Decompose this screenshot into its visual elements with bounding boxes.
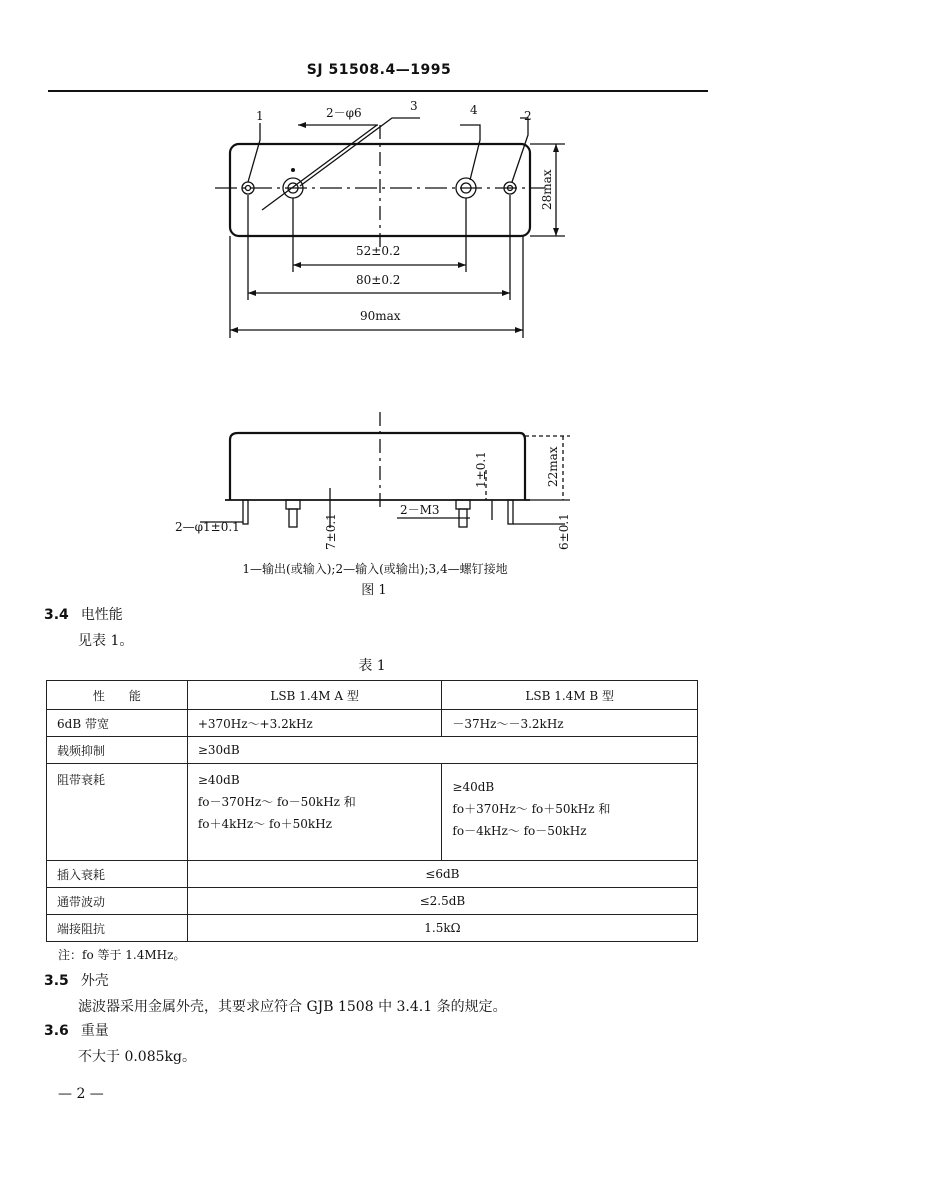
section-number: 3.4 xyxy=(44,607,69,623)
section-3-5-heading xyxy=(44,970,109,990)
callout-4: 4 xyxy=(470,103,478,117)
th-type-a: LSB 1.4M A 型 xyxy=(187,681,442,710)
table-caption: 表 1 xyxy=(358,658,386,674)
section-number: 3.5 xyxy=(44,973,69,989)
dim-28: 28max xyxy=(540,169,554,210)
section-title: 重量 xyxy=(80,1023,109,1039)
dim-90: 90max xyxy=(360,309,401,323)
pin-dim: 2—φ1±0.1 xyxy=(175,520,240,534)
table-row xyxy=(47,915,698,942)
table-note: 注：fo 等于 1.4MHz。 xyxy=(58,948,186,962)
section-number: 3.6 xyxy=(44,1023,69,1039)
screw-dim: 2－M3 xyxy=(400,503,440,517)
dim-22: 22max xyxy=(546,446,560,487)
table-row xyxy=(47,737,698,764)
cell-line: fo－370Hz～ fo－50kHz 和 xyxy=(197,795,356,809)
cell-line: ≥40dB xyxy=(197,773,240,787)
cell-merged: 1.5kΩ xyxy=(187,915,697,942)
cell-line: fo＋4kHz～ fo＋50kHz xyxy=(197,817,332,831)
dim-6: 6±0.1 xyxy=(557,513,571,550)
page-number: — 2 — xyxy=(58,1086,104,1102)
row-label: 端接阻抗 xyxy=(47,915,188,942)
standard-number: SJ 51508.4—1995 xyxy=(306,62,452,78)
dim-7: 7±0.1 xyxy=(324,513,338,550)
row-label: 插入衰耗 xyxy=(47,861,188,888)
row-label: 通带波动 xyxy=(47,888,188,915)
dim-1: 1±0.1 xyxy=(474,451,488,488)
table-header-row xyxy=(47,681,698,710)
section-3-4-text: 见表 1。 xyxy=(78,633,134,649)
row-label: 载频抑制 xyxy=(47,737,188,764)
cell-line: fo－4kHz～ fo－50kHz xyxy=(452,824,587,838)
callout-1: 1 xyxy=(256,109,264,123)
dim-52: 52±0.2 xyxy=(356,244,401,258)
callout-3: 3 xyxy=(410,99,418,113)
cell-line: fo＋370Hz～ fo＋50kHz 和 xyxy=(452,802,611,816)
cell-a: +370Hz～+3.2kHz xyxy=(187,710,442,737)
row-label: 阻带衰耗 xyxy=(47,764,188,861)
holes-dim: 2－φ6 xyxy=(326,106,362,120)
callout-2: 2 xyxy=(524,109,532,123)
cell-b: －37Hz～－3.2kHz xyxy=(442,710,698,737)
table-row xyxy=(47,888,698,915)
section-3-6-text: 不大于 0.085kg。 xyxy=(78,1049,196,1065)
cell-merged: ≤6dB xyxy=(187,861,697,888)
table-row xyxy=(47,861,698,888)
th-type-b: LSB 1.4M B 型 xyxy=(442,681,698,710)
spec-table xyxy=(46,680,698,942)
section-title: 外壳 xyxy=(80,973,109,989)
th-performance: 性 能 xyxy=(47,681,188,710)
cell-line: ≥40dB xyxy=(452,780,495,794)
section-3-5-text: 滤波器采用金属外壳，其要求应符合 GJB 1508 中 3.4.1 条的规定。 xyxy=(78,999,507,1015)
row-label: 6dB 带宽 xyxy=(47,710,188,737)
cell-b xyxy=(442,764,698,861)
section-3-6-heading xyxy=(44,1020,109,1040)
section-3-4-heading xyxy=(44,604,123,624)
figure-caption: 图 1 xyxy=(361,583,387,598)
dim-80: 80±0.2 xyxy=(356,273,401,287)
cell-merged: ≤2.5dB xyxy=(187,888,697,915)
cell-a xyxy=(187,764,442,861)
section-title: 电性能 xyxy=(80,607,123,623)
figure-legend: 1—输出(或输入);2—输入(或输出);3,4—螺钉接地 xyxy=(242,562,508,576)
table-row xyxy=(47,764,698,861)
cell-merged: ≥30dB xyxy=(187,737,697,764)
table-row xyxy=(47,710,698,737)
